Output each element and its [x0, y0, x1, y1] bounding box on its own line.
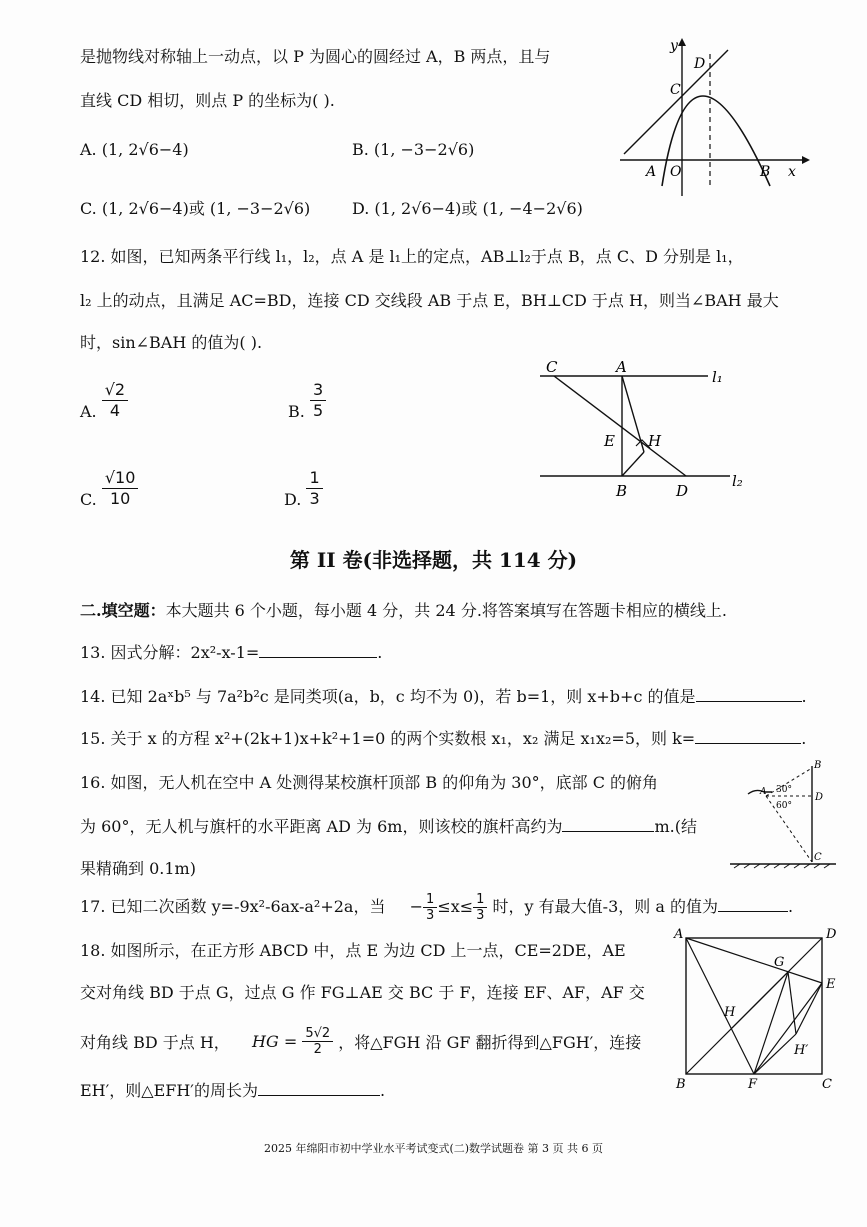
q18-fig-label-d: D — [826, 927, 837, 942]
q12-parallel-lines-figure — [520, 352, 760, 502]
q11-fig-label-y: y — [670, 38, 678, 54]
q15-text: 15. 关于 x 的方程 x²+(2k+1)x+k²+1=0 的两个实数根 x₁，x₂ 满足 x₁x₂=5，则 k= . — [80, 729, 807, 748]
q11-text-line1: 是抛物线对称轴上一动点，以 P 为圆心的圆经过 A，B 两点，且与 — [80, 47, 551, 66]
q11-fig-label-d: D — [694, 56, 706, 72]
q16-fig-label-b: B — [814, 760, 822, 771]
q11-fig-label-c: C — [670, 82, 681, 98]
q12-fig-label-e: E — [604, 432, 615, 450]
q14-text: 14. 已知 2aˣb⁵ 与 7a²b²c 是同类项(a，b，c 均不为 0)，若 b=1，则 x+b+c 的值是 . — [80, 687, 807, 706]
q12-text-line3: 时，sin∠BAH 的值为( ). — [80, 333, 263, 352]
q18-fig-label-h: H — [724, 1005, 736, 1020]
q18-fig-label-g: G — [774, 955, 785, 970]
q18-fig-label-f: F — [748, 1077, 758, 1092]
q12-fig-label-l1: l₁ — [712, 368, 723, 386]
q12-option-a: A. $\frac{√2}{4}$ — [80, 374, 128, 421]
q18-fig-label-b: B — [676, 1077, 686, 1092]
q16-fig-label-d: D — [815, 792, 824, 803]
q11-option-c: C. (1, 2√6−4)或 (1, −3−2√6) — [80, 199, 311, 218]
q11-fig-label-b: B — [760, 164, 771, 180]
q11-text-line2: 直线 CD 相切，则点 P 的坐标为( ). — [80, 91, 335, 110]
q18-square-figure — [672, 926, 842, 1092]
q11-option-b: B. (1, −3−2√6) — [352, 140, 475, 159]
q11-fig-label-a: A — [646, 164, 657, 180]
page-footer: 2025 年绵阳市初中学业水平考试变式(二)数学试题卷 第 3 页 共 6 页 — [263, 1142, 604, 1155]
q14-answer-blank — [696, 687, 802, 702]
q12-option-b: B. $\frac{3}{5}$ — [288, 374, 326, 421]
q12-fig-label-a: A — [616, 358, 627, 376]
q16-fig-label-60: 60° — [776, 801, 792, 811]
q12-text-line2: l₂ 上的动点，且满足 AC=BD，连接 CD 交线段 AB 于点 E，BH⊥CD 于点 H，则当∠BAH 最大 — [80, 291, 779, 310]
q17-text: 17. 已知二次函数 y=-9x²-6ax-a²+2a，当 − $\frac{1}{3}$ ≤x≤ $\frac{1}{3}$ 时，y 有最大值-3，则 a 的值为 . — [80, 892, 794, 923]
q12-fig-label-l2: l₂ — [732, 472, 743, 490]
q12-option-c: C. $\frac{√10}{10}$ — [80, 462, 138, 509]
q11-option-d: D. (1, 2√6−4)或 (1, −4−2√6) — [352, 199, 583, 218]
q11-fig-label-o: O — [670, 164, 682, 180]
q16-fig-label-a: A — [760, 787, 767, 797]
q16-drone-flagpole-figure — [730, 756, 840, 876]
q12-text-line1: 12. 如图，已知两条平行线 l₁，l₂，点 A 是 l₁上的定点，AB⊥l₂于点 B，点 C、D 分别是 l₁， — [80, 247, 744, 266]
q18-text-line4: EH′，则△EFH′的周长为 . — [80, 1081, 386, 1100]
q16-answer-blank — [562, 817, 654, 832]
q12-fig-label-h: H — [648, 432, 662, 450]
q18-text-line3: 对角线 BD 于点 H， HG = $\frac{5√2}{2}$ ，将△FGH 沿 GF 翻折得到△FGH′，连接 — [80, 1026, 642, 1057]
q13-text: 13. 因式分解：2x²-x-1= . — [80, 643, 383, 662]
q11-parabola-figure — [620, 36, 810, 196]
q15-answer-blank — [695, 729, 801, 744]
q12-fig-label-b: B — [616, 482, 628, 500]
section-2-title: 第 II 卷(非选择题，共 114 分) — [289, 548, 578, 572]
q12-option-d: D. $\frac{1}{3}$ — [284, 462, 323, 509]
q18-answer-blank — [258, 1081, 380, 1096]
q18-fig-label-a: A — [674, 927, 684, 942]
q16-text-line3: 果精确到 0.1m) — [80, 859, 196, 878]
q16-text-line2: 为 60°，无人机与旗杆的水平距离 AD 为 6m，则该校的旗杆高约为 m.(结 — [80, 817, 697, 836]
q11-fig-label-x: x — [788, 164, 796, 180]
q18-fig-label-e: E — [826, 977, 836, 992]
q17-answer-blank — [718, 897, 788, 912]
q12-fig-label-c: C — [546, 358, 558, 376]
q18-text-line2: 交对角线 BD 于点 G，过点 G 作 FG⊥AE 交 BC 于 F，连接 EF、AF，AF 交 — [80, 983, 645, 1002]
q12-fig-label-d: D — [676, 482, 689, 500]
q13-answer-blank — [259, 643, 377, 658]
section-2-intro: 二.填空题：本大题共 6 个小题，每小题 4 分，共 24 分.将答案填写在答题卡相应的横线上. — [80, 601, 727, 620]
q16-fig-label-c: C — [814, 852, 822, 863]
q18-fig-label-h-prime: H′ — [794, 1043, 809, 1058]
q16-fig-label-30: 30° — [776, 785, 792, 795]
q16-text-line1: 16. 如图，无人机在空中 A 处测得某校旗杆顶部 B 的仰角为 30°，底部 C 的俯角 — [80, 773, 659, 792]
q11-option-a: A. (1, 2√6−4) — [80, 140, 189, 159]
q18-text-line1: 18. 如图所示，在正方形 ABCD 中，点 E 为边 CD 上一点，CE=2DE，AE — [80, 941, 626, 960]
q18-fig-label-c: C — [822, 1077, 832, 1092]
